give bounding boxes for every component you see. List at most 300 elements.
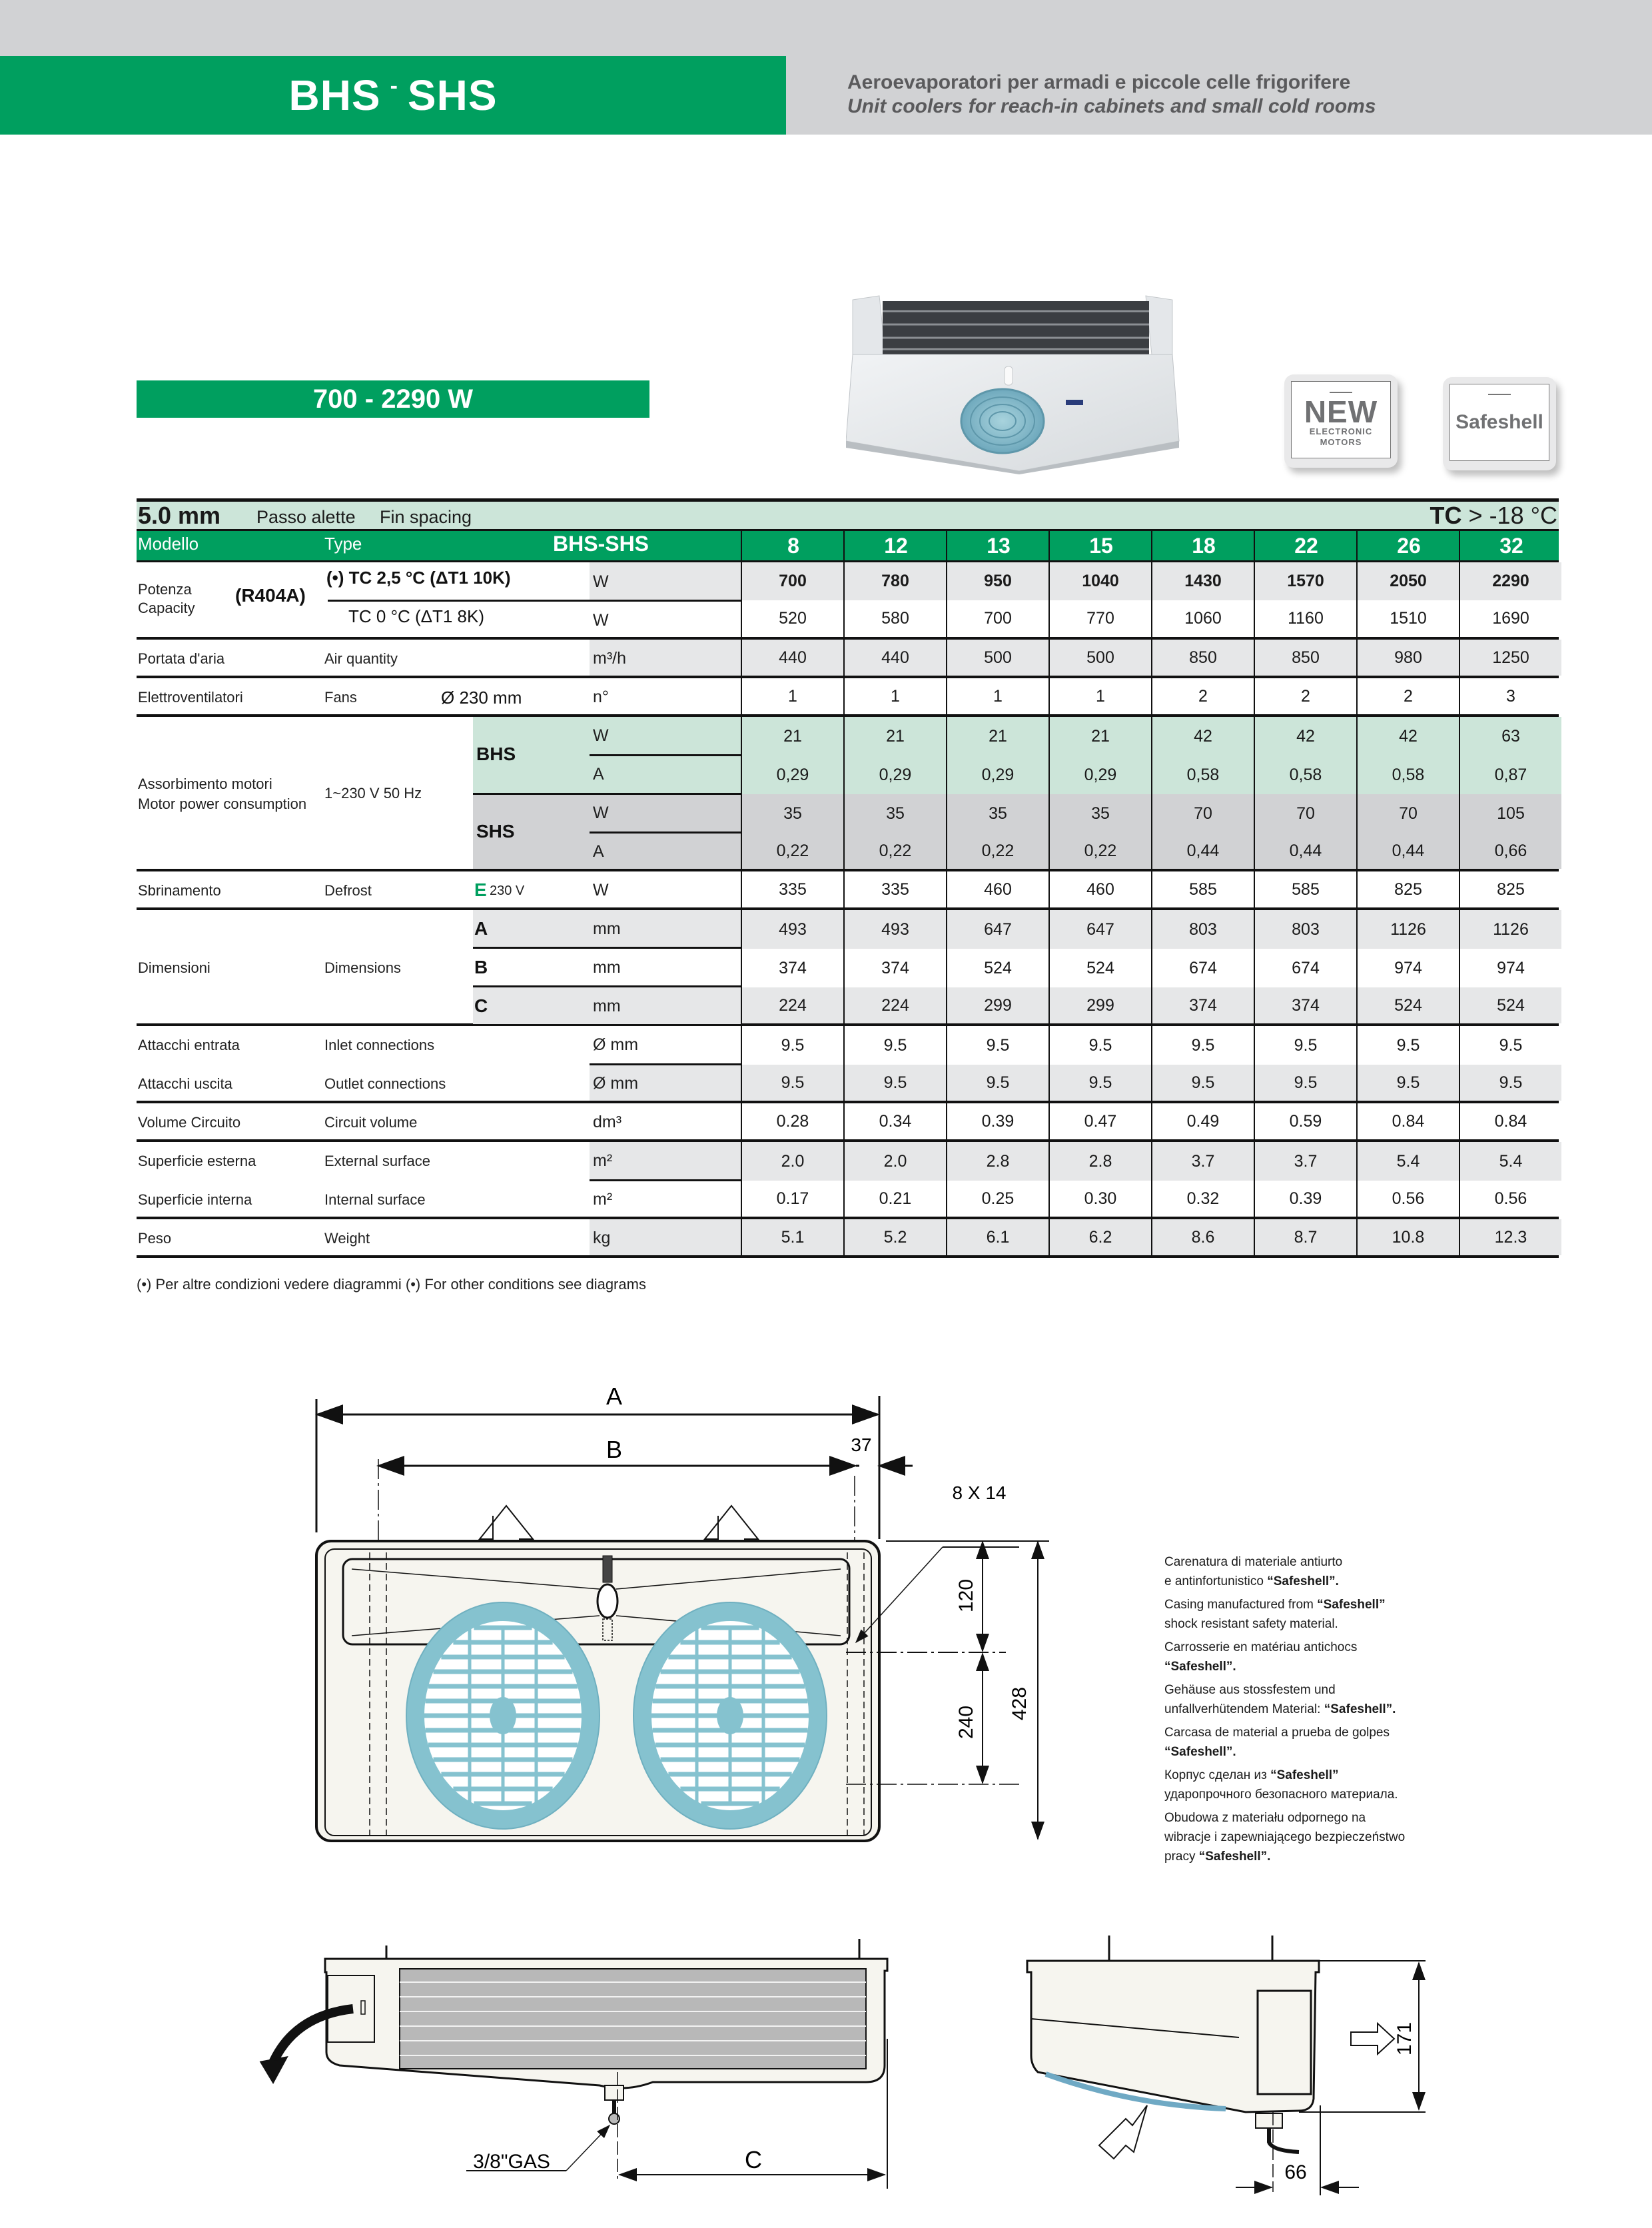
value-cell: 700 [741, 562, 843, 600]
value-cell: 42 [1356, 717, 1459, 756]
value-cell: 460 [1048, 871, 1151, 907]
value-cell: 2.8 [1048, 1142, 1151, 1181]
value-cell: 0.84 [1459, 1103, 1561, 1139]
value-cell: 850 [1151, 640, 1254, 676]
dim-label-a: A [606, 1383, 623, 1410]
unit-cell [590, 678, 741, 714]
row-label-it: Assorbimento motori [138, 776, 272, 792]
value-cell: 9.5 [1356, 1026, 1459, 1065]
safeshell-text-line [1164, 1785, 1444, 1804]
row-label-it: Peso [138, 1230, 172, 1247]
badge-new-line2: MOTORS [1320, 437, 1362, 447]
value-cell: 0.30 [1048, 1181, 1151, 1217]
value-cell: 1 [1048, 678, 1151, 714]
safeshell-text-line [1164, 1808, 1444, 1828]
value-cell: 0,29 [1048, 756, 1151, 794]
row-divider [473, 793, 741, 795]
unit-cell [590, 602, 741, 637]
value-cell: 9.5 [741, 1065, 843, 1101]
row-divider [473, 985, 741, 987]
dim-label-428: 428 [1009, 1686, 1031, 1721]
unit-label: Ø mm [593, 1074, 639, 1093]
dim-label-171: 171 [1394, 2021, 1416, 2056]
value-cell: 5.4 [1356, 1142, 1459, 1181]
value-cell: 770 [1048, 600, 1151, 637]
value-cell: 9.5 [1048, 1026, 1151, 1065]
row-label-en: Outlet connections [324, 1075, 446, 1092]
value-cell: 42 [1151, 717, 1254, 756]
safeshell-description [1164, 1552, 1444, 1866]
tc-value: > -18 °C [1468, 502, 1557, 529]
value-cell: 2050 [1356, 562, 1459, 600]
shs-label: SHS [476, 821, 515, 841]
value-cell: 0.21 [843, 1181, 946, 1217]
value-cell: 647 [946, 910, 1048, 949]
value-cell: 0,22 [741, 833, 843, 869]
text-plain: Корпус сделан из [1164, 1768, 1271, 1782]
value-cell: 0,29 [946, 756, 1048, 794]
row-label-en: Fans [324, 689, 357, 706]
value-cell: 12.3 [1459, 1219, 1561, 1255]
row-label-it: Sbrinamento [138, 882, 221, 899]
value-cell: 580 [843, 600, 946, 637]
value-cell: 0.59 [1254, 1103, 1356, 1139]
dim-label-120: 120 [955, 1578, 977, 1613]
value-cell: 493 [843, 910, 946, 949]
value-cell: 6.1 [946, 1219, 1048, 1255]
table-row-motor [137, 717, 1559, 871]
value-cell: 2.8 [946, 1142, 1048, 1181]
row-label-it: Superficie esterna [138, 1153, 256, 1169]
value-cell: 520 [741, 600, 843, 637]
value-cell: 0,66 [1459, 833, 1561, 869]
dim-label-c: C [745, 2146, 762, 2173]
text-plain: Carrosserie en matériau antichocs [1164, 1640, 1358, 1654]
unit-cell [590, 1219, 741, 1255]
text-bold: “Safeshell”. [1164, 1745, 1236, 1759]
value-cell: 440 [843, 640, 946, 676]
table-row-weight [137, 1219, 1559, 1258]
value-cell: 1040 [1048, 562, 1151, 600]
value-cell: 35 [1048, 794, 1151, 833]
row-label-en: Inlet connections [324, 1037, 435, 1053]
value-cell: 0,29 [843, 756, 946, 794]
value-cell: 374 [843, 949, 946, 987]
subtitle-english: Unit coolers for reach-in cabinets and small cold rooms [847, 95, 1376, 117]
badge-safeshell-text: Safeshell [1455, 411, 1543, 433]
value-cell: 9.5 [1048, 1065, 1151, 1101]
value-cell: 0.25 [946, 1181, 1048, 1217]
text-plain: Casing manufactured from [1164, 1598, 1318, 1612]
value-cell: 335 [741, 871, 843, 907]
value-cell: 974 [1459, 949, 1561, 987]
value-cell: 224 [741, 987, 843, 1023]
value-cell: 105 [1459, 794, 1561, 833]
text-bold: “Safeshell”. [1267, 1574, 1339, 1588]
value-cell: 674 [1151, 949, 1254, 987]
dim-label-b: B [606, 1436, 623, 1463]
value-cell: 585 [1254, 871, 1356, 907]
value-cell: 0,58 [1356, 756, 1459, 794]
text-plain: Obudowa z materiału odpornego na [1164, 1811, 1366, 1825]
value-cell: 2290 [1459, 562, 1561, 600]
text-bold: “Safeshell”. [1164, 1660, 1236, 1674]
value-cell: 0,29 [741, 756, 843, 794]
value-cell: 9.5 [1459, 1026, 1561, 1065]
unit-label: m² [593, 1151, 613, 1170]
value-cell: 1 [741, 678, 843, 714]
dim-label-240: 240 [955, 1705, 977, 1740]
unit-label: mm [593, 997, 621, 1015]
safeshell-text-line [1164, 1680, 1444, 1700]
unit-label: A [593, 765, 604, 784]
text-plain: Carcasa de material a prueba de golpes [1164, 1726, 1390, 1740]
header-model-8: 8 [741, 531, 845, 560]
value-cell: 21 [843, 717, 946, 756]
fan-grille [961, 389, 1044, 453]
fin-spacing-label-en: Fin spacing [380, 507, 472, 527]
title-shs: SHS [407, 71, 498, 119]
text-plain: Gehäuse aus stossfestem und [1164, 1683, 1336, 1697]
header-series: BHS-SHS [553, 532, 649, 556]
value-cell: 647 [1048, 910, 1151, 949]
value-cell: 3.7 [1254, 1142, 1356, 1181]
side-view-drawing [261, 1939, 887, 2189]
value-cell: 0,87 [1459, 756, 1561, 794]
safeshell-text-line [1164, 1638, 1444, 1657]
value-cell: 42 [1254, 717, 1356, 756]
value-cell: 524 [1048, 949, 1151, 987]
value-cell: 0,22 [1048, 833, 1151, 869]
value-cell: 21 [741, 717, 843, 756]
row-label-en: Circuit volume [324, 1114, 418, 1131]
value-cell: 0,44 [1254, 833, 1356, 869]
row-label-en: Weight [324, 1230, 370, 1247]
text-plain: ударопрочного безопасного материала. [1164, 1788, 1398, 1802]
value-cell: 70 [1356, 794, 1459, 833]
value-cell: 1 [843, 678, 946, 714]
value-cell: 700 [946, 600, 1048, 637]
tc-condition [1430, 502, 1557, 530]
value-cell: 1690 [1459, 600, 1561, 637]
value-cell: 803 [1151, 910, 1254, 949]
value-cell: 374 [741, 949, 843, 987]
value-cell: 8.7 [1254, 1219, 1356, 1255]
value-cell: 1250 [1459, 640, 1561, 676]
unit-label: kg [593, 1229, 611, 1247]
badge-new-text: NEW [1304, 394, 1378, 429]
unit-label: mm [593, 958, 621, 977]
row-label-en: Capacity [138, 600, 195, 616]
unit-label: m³/h [593, 649, 626, 668]
text-plain: shock resistant safety material. [1164, 1617, 1338, 1631]
value-cell: 1 [946, 678, 1048, 714]
row-divider [590, 754, 741, 756]
value-cell: 0.39 [1254, 1181, 1356, 1217]
end-view-drawing [1027, 1936, 1426, 2195]
subtitle [847, 71, 1376, 119]
value-cell: 0.56 [1459, 1181, 1561, 1217]
text-plain: Carenatura di materiale antiurto [1164, 1555, 1343, 1569]
value-cell: 0.56 [1356, 1181, 1459, 1217]
table-row-surfaces [137, 1142, 1559, 1219]
unit-label: W [593, 726, 609, 745]
value-cell: 9.5 [1459, 1065, 1561, 1101]
fin-spacing-value: 5.0 mm [138, 502, 221, 529]
defrost-voltage: 230 V [490, 883, 525, 898]
header-model-18: 18 [1151, 531, 1255, 560]
safeshell-badge [1443, 377, 1556, 470]
dim-label-37: 37 [851, 1434, 872, 1455]
value-cell: 1160 [1254, 600, 1356, 637]
safeshell-text-line [1164, 1657, 1444, 1676]
unit-label: W [593, 610, 609, 630]
drain-label: 3/8"GAS [473, 2151, 550, 2173]
unit-label: W [593, 881, 609, 899]
product-title [0, 56, 786, 135]
value-cell: 1510 [1356, 600, 1459, 637]
table-row-connections [137, 1026, 1559, 1103]
safeshell-text-line [1164, 1847, 1444, 1866]
value-cell: 674 [1254, 949, 1356, 987]
value-cell: 5.2 [843, 1219, 946, 1255]
value-cell: 500 [946, 640, 1048, 676]
row-label-it: Portata d'aria [138, 650, 225, 667]
dimension-letter: A [474, 918, 488, 939]
badge-new-line1: ELECTRONIC [1309, 426, 1373, 436]
product-photo [846, 288, 1186, 474]
dim-label-holes: 8 X 14 [952, 1482, 1007, 1503]
header-model-22: 22 [1254, 531, 1358, 560]
table-row-capacity [137, 562, 1559, 640]
value-cell: 0,22 [946, 833, 1048, 869]
value-cell: 950 [946, 562, 1048, 600]
title-bhs: BHS [288, 71, 381, 119]
value-cell: 3.7 [1151, 1142, 1254, 1181]
row-label-it: Dimensioni [138, 959, 210, 976]
value-cell: 850 [1254, 640, 1356, 676]
unit-label: W [593, 572, 609, 591]
value-cell: 0.39 [946, 1103, 1048, 1139]
text-bold: “Safeshell” [1317, 1598, 1386, 1612]
value-cell: 493 [741, 910, 843, 949]
table-row-volume [137, 1103, 1559, 1142]
value-cell: 2 [1356, 678, 1459, 714]
bhs-label: BHS [476, 744, 516, 764]
text-bold: “Safeshell” [1270, 1768, 1339, 1782]
row-divider [590, 1179, 741, 1181]
value-cell: 9.5 [1151, 1026, 1254, 1065]
dimension-letter: B [474, 957, 488, 977]
unit-cell [590, 1103, 741, 1139]
header-model-26: 26 [1356, 531, 1460, 560]
motor-supply: 1~230 V 50 Hz [324, 785, 422, 802]
value-cell: 8.6 [1151, 1219, 1254, 1255]
unit-label: A [593, 842, 604, 861]
value-cell: 9.5 [843, 1026, 946, 1065]
value-cell: 1430 [1151, 562, 1254, 600]
value-cell: 1060 [1151, 600, 1254, 637]
table-row-fans [137, 678, 1559, 717]
safeshell-text-line [1164, 1742, 1444, 1762]
text-bold: “Safeshell”. [1198, 1850, 1271, 1864]
safeshell-text-line [1164, 1700, 1444, 1719]
value-cell: 9.5 [1254, 1026, 1356, 1065]
header-modello: Modello [138, 534, 199, 554]
row-divider [590, 832, 741, 834]
header-type: Type [324, 534, 362, 554]
header-model-13: 13 [946, 531, 1050, 560]
value-cell: 9.5 [1356, 1065, 1459, 1101]
text-bold: “Safeshell”. [1324, 1702, 1396, 1716]
badge-pin-icon [1330, 392, 1352, 393]
value-cell: 780 [843, 562, 946, 600]
capacity-condition-2: TC 0 °C (ΔT1 8K) [348, 606, 485, 626]
new-electronic-motors-badge [1284, 374, 1398, 468]
value-cell: 35 [946, 794, 1048, 833]
value-cell: 0.84 [1356, 1103, 1459, 1139]
value-cell: 63 [1459, 717, 1561, 756]
value-cell: 2 [1254, 678, 1356, 714]
table-row-air [137, 640, 1559, 678]
value-cell: 9.5 [843, 1065, 946, 1101]
unit-label: n° [593, 688, 609, 706]
value-cell: 70 [1254, 794, 1356, 833]
table-row-defrost [137, 871, 1559, 910]
value-cell: 524 [1356, 987, 1459, 1023]
text-plain: wibracje i zapewniającego bezpieczeństwo [1164, 1830, 1406, 1844]
spec-table [137, 498, 1559, 1258]
value-cell: 0,22 [843, 833, 946, 869]
row-label-it: Volume Circuito [138, 1114, 241, 1131]
value-cell: 0,44 [1356, 833, 1459, 869]
fin-spacing-row [137, 498, 1559, 529]
unit-cell [590, 562, 741, 600]
value-cell: 9.5 [741, 1026, 843, 1065]
row-label-en: Motor power consumption [138, 796, 307, 812]
value-cell: 440 [741, 640, 843, 676]
fin-spacing-label-it: Passo alette [256, 507, 356, 527]
safeshell-text-line [1164, 1552, 1444, 1572]
table-footnote: (•) Per altre condizioni vedere diagrammi (•) For other conditions see diagrams [137, 1276, 646, 1293]
value-cell: 0.32 [1151, 1181, 1254, 1217]
safeshell-text-line [1164, 1723, 1444, 1742]
value-cell: 0,44 [1151, 833, 1254, 869]
value-cell: 2.0 [843, 1142, 946, 1181]
value-cell: 9.5 [946, 1065, 1048, 1101]
header-model-12: 12 [843, 531, 947, 560]
title-separator: - [390, 73, 398, 99]
fan-diameter: Ø 230 mm [441, 688, 522, 708]
value-cell: 224 [843, 987, 946, 1023]
value-cell: 0.34 [843, 1103, 946, 1139]
text-plain: pracy [1164, 1850, 1199, 1864]
unit-label: W [593, 804, 609, 822]
value-cell: 825 [1356, 871, 1459, 907]
unit-cell [590, 640, 741, 676]
safeshell-text-line [1164, 1595, 1444, 1614]
value-cell: 3 [1459, 678, 1561, 714]
row-label-it: Attacchi uscita [138, 1075, 232, 1092]
text-plain: unfallverhütendem Material: [1164, 1702, 1324, 1716]
row-label-en: Internal surface [324, 1191, 426, 1208]
value-cell: 35 [741, 794, 843, 833]
row-label-en: Defrost [324, 882, 372, 899]
unit-cell [590, 871, 741, 907]
row-label-en: Air quantity [324, 650, 398, 667]
tc-prefix: TC [1430, 502, 1462, 529]
value-cell: 0,58 [1151, 756, 1254, 794]
value-cell: 524 [1459, 987, 1561, 1023]
value-cell: 585 [1151, 871, 1254, 907]
value-cell: 21 [946, 717, 1048, 756]
value-cell: 0,58 [1254, 756, 1356, 794]
value-cell: 299 [946, 987, 1048, 1023]
row-label-it: Elettroventilatori [138, 689, 243, 706]
value-cell: 9.5 [946, 1026, 1048, 1065]
row-label-it: Attacchi entrata [138, 1037, 240, 1053]
value-cell: 0.47 [1048, 1103, 1151, 1139]
row-label-en: Dimensions [324, 959, 401, 976]
row-label-it: Superficie interna [138, 1191, 252, 1208]
value-cell: 299 [1048, 987, 1151, 1023]
dim-label-66: 66 [1284, 2161, 1307, 2183]
value-cell: 335 [843, 871, 946, 907]
unit-label: mm [593, 919, 621, 938]
unit-label: m² [593, 1190, 613, 1209]
value-cell: 1570 [1254, 562, 1356, 600]
value-cell: 825 [1459, 871, 1561, 907]
safeshell-text-line [1164, 1766, 1444, 1785]
value-cell: 374 [1254, 987, 1356, 1023]
refrigerant-label: (R404A) [235, 585, 306, 606]
value-cell: 2 [1151, 678, 1254, 714]
value-cell: 5.1 [741, 1219, 843, 1255]
value-cell: 9.5 [1151, 1065, 1254, 1101]
subtitle-italian: Aeroevaporatori per armadi e piccole celle frigorifere [847, 71, 1351, 93]
value-cell: 524 [946, 949, 1048, 987]
value-cell: 974 [1356, 949, 1459, 987]
value-cell: 5.4 [1459, 1142, 1561, 1181]
header-model-32: 32 [1459, 531, 1563, 560]
badge-pin-icon [1488, 394, 1511, 395]
capacity-condition-1: (•) TC 2,5 °C (ΔT1 10K) [326, 568, 511, 588]
brand-label [1066, 400, 1083, 405]
value-cell: 1126 [1356, 910, 1459, 949]
row-label-en: External surface [324, 1153, 430, 1169]
value-cell: 460 [946, 871, 1048, 907]
table-header-row [137, 529, 1559, 562]
value-cell: 1126 [1459, 910, 1561, 949]
text-plain: e antinfortunistico [1164, 1574, 1268, 1588]
defrost-type: E [474, 879, 487, 900]
unit-label: Ø mm [593, 1035, 639, 1054]
power-range-banner: 700 - 2290 W [137, 380, 649, 418]
value-cell: 10.8 [1356, 1219, 1459, 1255]
row-label-it: Potenza [138, 581, 192, 598]
value-cell: 35 [843, 794, 946, 833]
value-cell: 2.0 [741, 1142, 843, 1181]
value-cell: 803 [1254, 910, 1356, 949]
value-cell: 0.17 [741, 1181, 843, 1217]
value-cell: 0.28 [741, 1103, 843, 1139]
value-cell: 980 [1356, 640, 1459, 676]
value-cell: 21 [1048, 717, 1151, 756]
row-divider [473, 947, 741, 949]
value-cell: 6.2 [1048, 1219, 1151, 1255]
safeshell-text-line [1164, 1828, 1444, 1847]
value-cell: 500 [1048, 640, 1151, 676]
